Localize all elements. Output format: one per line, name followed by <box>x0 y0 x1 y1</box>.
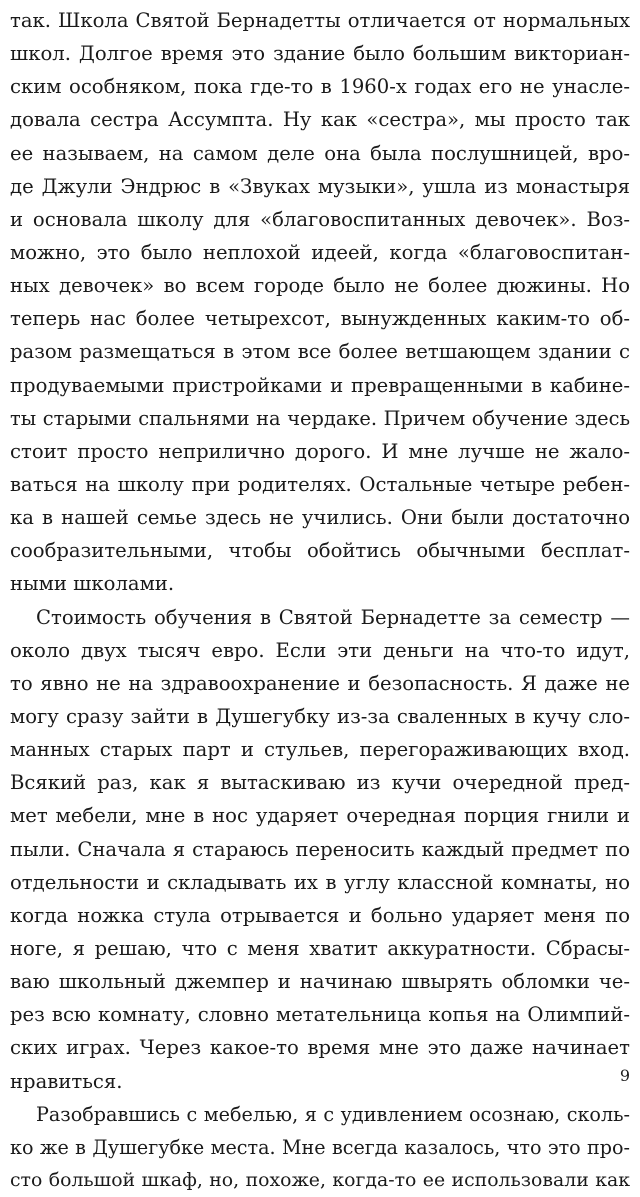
body-text <box>10 4 630 1197</box>
text-line: ее называем, на самом деле она была послушницей, вро- <box>10 141 630 165</box>
text-line: ских играх. Через какое-то время мне это даже начинает <box>10 1036 630 1060</box>
text-line: ка в нашей семье здесь не учились. Они были достаточно <box>10 506 630 530</box>
text-line: ваю школьный джемпер и начинаю швырять обломки че- <box>10 970 630 994</box>
paragraph <box>10 1098 630 1197</box>
text-line: манных старых парт и стульев, перегораживающих вход. <box>10 738 630 762</box>
text-line: то явно не на здравоохранение и безопасность. Я даже не <box>10 671 630 695</box>
text-line: сообразительными, чтобы обойтись обычными бесплат- <box>10 539 630 563</box>
text-line: ты старыми спальнями на чердаке. Причем обучение здесь <box>10 406 630 430</box>
paragraph <box>10 601 630 1098</box>
text-line: ными школами. <box>10 572 175 596</box>
text-line: пыли. Сначала я стараюсь переносить каждый предмет по <box>10 837 630 861</box>
text-line: отдельности и складывать их в углу классной комнаты, но <box>10 870 630 894</box>
text-line: Всякий раз, как я вытаскиваю из кучи очередной пред- <box>10 771 630 795</box>
text-line: ским особняком, пока где-то в 1960-х годах его не унасле- <box>10 75 630 99</box>
text-line: нравиться. <box>10 1069 123 1093</box>
text-line: Стоимость обучения в Святой Бернадетте за семестр — <box>36 605 630 629</box>
text-line: разом размещаться в этом все более ветшающем здании с <box>10 340 630 364</box>
text-line: ваться на школу при родителях. Остальные четыре ребен- <box>10 472 630 496</box>
text-line: можно, это было неплохой идеей, когда «благовоспитан- <box>10 240 630 264</box>
text-line: довала сестра Ассумпта. Ну как «сестра», мы просто так <box>10 108 630 132</box>
text-line: около двух тысяч евро. Если эти деньги на что-то идут, <box>10 638 630 662</box>
text-line: так. Школа Святой Бернадетты отличается от нормальных <box>10 9 630 32</box>
text-line: и основала школу для «благовоспитанных девочек». Воз- <box>10 207 630 231</box>
text-line: де Джули Эндрюс в «Звуках музыки», ушла из монастыря <box>10 174 630 198</box>
text-line: ко же в Душегубке места. Мне всегда казалось, что это про- <box>10 1135 630 1159</box>
text-line: Разобравшись с мебелью, я с удивлением осознаю, сколь- <box>36 1102 630 1126</box>
text-line: рез всю комнату, словно метательница копья на Олимпий- <box>10 1003 630 1027</box>
text-line: стоит просто неприлично дорого. И мне лучше не жало- <box>10 439 630 463</box>
text-line: ноге, я решаю, что с меня хватит аккуратности. Сбрасы- <box>10 936 630 960</box>
text-line: могу сразу зайти в Душегубку из-за сваленных в кучу сло- <box>10 704 630 728</box>
text-line: теперь нас более четырехсот, вынужденных каким-то об- <box>10 307 630 331</box>
text-line: ных девочек» во всем городе было не более дюжины. Но <box>10 274 630 298</box>
text-line: мет мебели, мне в нос ударяет очередная порция гнили и <box>10 804 630 828</box>
text-line: школ. Долгое время это здание было большим викториан- <box>10 42 630 66</box>
page-number: 9 <box>619 1066 630 1085</box>
text-line: сто большой шкаф, но, похоже, когда-то ее использовали как <box>10 1169 630 1191</box>
text-line: когда ножка стула отрывается и больно ударяет меня по <box>10 903 630 927</box>
text-line: продуваемыми пристройками и превращенными в кабине- <box>10 373 630 397</box>
paragraph <box>10 4 630 601</box>
